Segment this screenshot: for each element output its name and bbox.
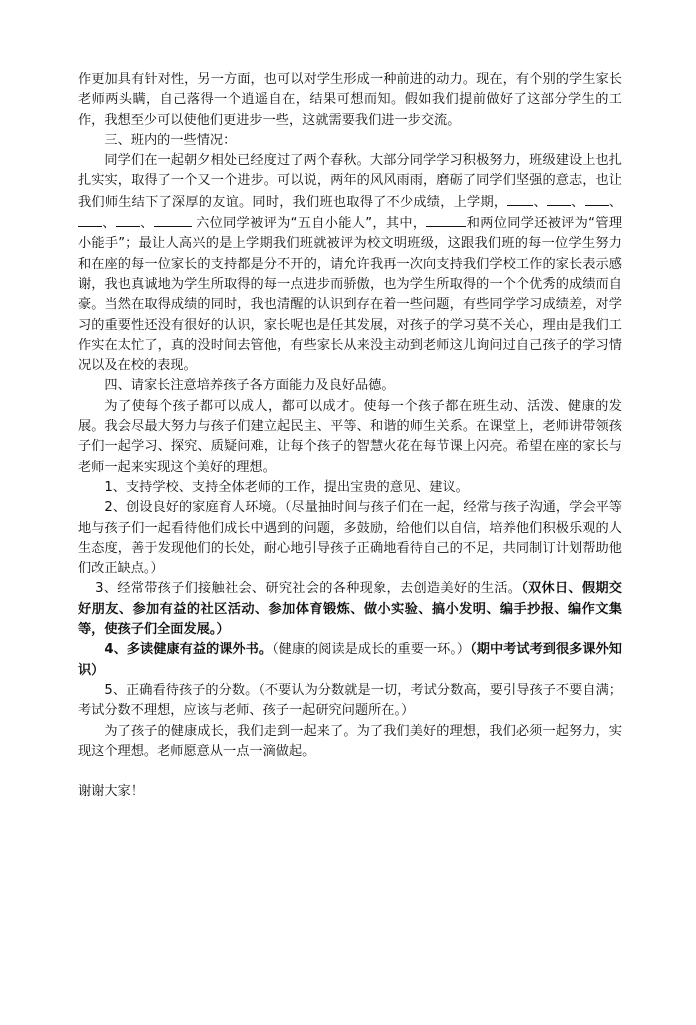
separator: 、 xyxy=(139,216,154,232)
fill-blank xyxy=(547,192,571,206)
text-segment: 两位同学还被评为“管理小能手”；最让人高兴的是上学期我们班就被评为校文明班级，这跟我们班的每一位学生努力和在座的每一位家长的支持都是分不开的，请允许我再一次向支持我们学校工作的家长表示感谢，我也真诚地为学生所取得的每一点进步而骄傲，也为学生所取得的一个个优秀的成绩而自豪。当然在取得成绩的同时，我也清醒的认识到存在着一些问题，有些同学学习成绩差，对学习的重要性还没有很好的认识，家长呢也是任其发展，对孩子的学习莫不关心，理由是我们工作实在太忙了，真的没时间去管他，有些家长从来没主动到老师这儿询问过自己孩子的学习情况以及在校的表现。 xyxy=(78,216,623,374)
bold-segment: （双休日、假期交好朋友、参加有益的社区活动、参加体育锻炼、做小实验、搞小发明、编手抄报、编作文集等，使孩子们全面发展。） xyxy=(78,581,622,638)
fill-blank xyxy=(116,213,140,227)
bold-segment: 4、多读健康有益的课外书。 xyxy=(104,642,273,658)
fill-blank xyxy=(426,213,466,227)
closing-remark: 谢谢大家！ xyxy=(78,784,144,800)
paragraph-continuation: 作更加具有针对性，另一方面，也可以对学生形成一种前进的动力。现在，有个别的学生家长老师两头瞒，自己落得一个逍遥自在，结果可想而知。假如我们提前做好了这部分学生的工作，我想至少可以使他们更进步一些，这就需要我们进一步交流。 xyxy=(78,72,622,128)
list-item-3 xyxy=(78,579,622,640)
text-segment: 六位同学被评为“五自小能人”，其中， xyxy=(196,216,427,232)
separator: 、 xyxy=(570,194,585,210)
separator: 、 xyxy=(608,194,623,210)
text-segment: （健康的阅读是成长的重要一环。） xyxy=(272,642,471,658)
list-item-4 xyxy=(78,640,622,681)
fill-blank xyxy=(78,213,102,227)
paragraph-goals: 为了使每个孩子都可以成人，都可以成才。使每一个孩子都在班生动、活泼、健康的发展。我会尽最大努力与孩子们建立起民主、平等、和谐的师生关系。在课堂上，老师讲带领孩子们一起学习、探究、质疑问难，让每个孩子的智慧火花在每节课上闪亮。希望在座的家长与老师一起来实现这个美好的理想。 xyxy=(78,398,622,475)
section-heading-abilities: 四、请家长注意培养孩子各方面能力及良好品德。 xyxy=(104,378,395,394)
text-segment: 同学们在一起朝夕相处已经度过了两个春秋。大部分同学学习积极努力，班级建设上也扎扎实实，取得了一个又一个进步。可以说，两年的风风雨雨，磨砺了同学们坚强的意志，也让我们师生结下了深厚的友谊。同时，我们班也取得了不少成绩，上学期， xyxy=(78,153,622,210)
section-heading-class-situation: 三、班内的一些情况： xyxy=(104,132,237,148)
text-segment: 和 xyxy=(466,216,481,232)
bold-segment: （期中考试考到很多课外知识） xyxy=(78,642,622,678)
paragraph-class-achievements xyxy=(78,151,622,376)
separator: 、 xyxy=(102,216,116,232)
list-item-5: 5、正确看待孩子的分数。（不要认为分数就是一切，考试分数高，要引导孩子不要自满；考试分数不理想，应该与老师、孩子一起研究问题所在。） xyxy=(78,682,622,719)
document-body xyxy=(78,70,622,802)
list-item-1: 1、支持学校、支持全体老师的工作，提出宝贵的意见、建议。 xyxy=(104,479,469,495)
fill-blank xyxy=(154,213,192,227)
list-item-2: 2、创设良好的家庭育人环境。（尽量抽时间与孩子们在一起，经常与孩子沟通，学会平等地与孩子们一起看待他们成长中遇到的问题，多鼓励，给他们以自信，培养他们积极乐观的人生态度，善于发现他们的长处，耐心地引导孩子正确地看待自己的不足，共同制订计划帮助他们改正缺点。） xyxy=(78,500,622,577)
fill-blank xyxy=(585,192,609,206)
separator: 、 xyxy=(533,194,547,210)
fill-blank xyxy=(507,192,533,206)
text-segment: 3、经常带孩子们接触社会、研究社会的各种现象，去创造美好的生活。 xyxy=(95,581,522,597)
paragraph-conclusion: 为了孩子的健康成长，我们走到一起来了。为了我们美好的理想，我们必须一起努力，实现这个理想。老师愿意从一点一滴做起。 xyxy=(78,723,622,759)
blank-line xyxy=(78,762,622,782)
